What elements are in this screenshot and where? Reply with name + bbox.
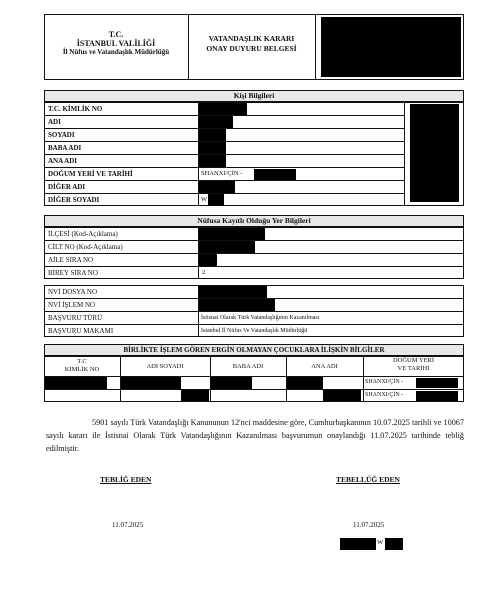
- teblig-eden-title: TEBLİĞ EDEN: [100, 475, 152, 484]
- child-row-baba-redaction: [210, 377, 252, 389]
- birey-sira-value: 2: [202, 269, 206, 276]
- label-nvi-islem: NVİ İŞLEM NO: [48, 301, 96, 309]
- document-title: [188, 34, 315, 54]
- children-section-title: BİRLİKTE İŞLEM GÖREN ERGİN OLMAYAN ÇOCUKLARA İLİŞKİN BİLGİLER: [44, 344, 464, 356]
- redacted-tc: [199, 103, 247, 115]
- child-row-name2-redaction: [181, 390, 209, 401]
- label-soyadi: SOYADI: [48, 131, 75, 139]
- registry-section-title: Nüfusa Kayıtlı Olduğu Yer Bilgileri: [44, 215, 464, 227]
- redacted-cilt: [199, 241, 255, 253]
- col-ana-adi: ANA ADI: [311, 363, 338, 370]
- col-dogum: DOĞUM YERİ VE TARİHİ: [392, 357, 435, 372]
- child-row-tc-redaction: [45, 377, 107, 389]
- redacted-soyadi: [199, 129, 226, 141]
- org-line-1: T.C.: [108, 30, 124, 39]
- redacted-adi: [199, 116, 233, 128]
- redacted-aile: [199, 254, 217, 266]
- org-line-3: İl Nüfus ve Vatandaşlık Müdürlüğü: [62, 48, 170, 56]
- redacted-birthdate: [254, 169, 296, 180]
- redacted-diger-soyadi: [208, 194, 224, 206]
- label-tc-kimlik: T.C. KİMLİK NO: [48, 105, 103, 113]
- redacted-diger-adi: [199, 181, 235, 193]
- label-diger-soyadi: DİĞER SOYADI: [48, 196, 100, 204]
- label-diger-adi: DİĞER ADI: [48, 183, 86, 191]
- label-dogum-yeri: DOĞUM YERİ VE TARİHİ: [48, 170, 133, 178]
- child-row-ana-redaction: [287, 377, 323, 389]
- redacted-baba: [199, 142, 226, 154]
- signer-name-redaction: [340, 538, 376, 550]
- right-date: 11.07.2025: [353, 521, 385, 529]
- body-statement: 5901 sayılı Türk Vatandaşlığı Kanununun 12'nci maddesine göre, Cumhurbaşkanının 10.07.2025 tarihli ve 10067 sayılı kararı ile İstisnai Olarak Türk Vatandaşlığının Kazanılması başvurumun onaylandığı 11.07.2025 tarihinde tebliğ edilmiştir.: [46, 418, 464, 453]
- label-cilt-no: CİLT NO (Kod-Açıklama): [48, 243, 123, 251]
- label-basvuru-makami: BAŞVURU MAKAMI: [48, 327, 114, 335]
- basvuru-makami-value: İstanbul İl Nüfus Ve Vatandaşlık Müdürlüğü: [201, 328, 308, 334]
- label-nvi-dosya: NVİ DOSYA NO: [48, 288, 98, 296]
- redacted-ilcesi: [199, 228, 265, 240]
- doc-title-line-2: ONAY DUYURU BELGESİ: [206, 44, 297, 53]
- label-basvuru-turu: BAŞVURU TÜRÜ: [48, 314, 103, 322]
- redacted-ana: [199, 155, 226, 167]
- label-birey-sira: BİREY SIRA NO: [48, 269, 98, 277]
- org-line-2: İSTANBUL VALİLİĞİ: [76, 39, 156, 48]
- issuing-authority: [44, 30, 188, 57]
- label-ilcesi: İLÇESİ (Kod-Açıklama): [48, 230, 118, 238]
- col-baba-adi: BABA ADI: [232, 363, 264, 370]
- child-row2-birth: SHANXI/ÇİN -: [365, 392, 404, 398]
- col-adi-soyadi: ADI SOYADI: [146, 363, 184, 370]
- basvuru-turu-value: İstisnai Olarak Türk Vatandaşlığının Kazanılması: [201, 315, 320, 321]
- left-date: 11.07.2025: [112, 521, 144, 529]
- label-adi: ADI: [48, 118, 61, 126]
- barcode-redaction: [321, 17, 461, 77]
- signer-name-redaction-2: [385, 538, 403, 550]
- label-aile-sira: AİLE SIRA NO: [48, 256, 94, 264]
- doc-title-line-1: VATANDAŞLIK KARARI: [208, 34, 295, 43]
- child-row1-birth-redaction: [416, 378, 458, 388]
- personal-section-title: Kişi Bilgileri: [44, 90, 464, 102]
- child-row-name-redaction: [121, 377, 181, 389]
- label-baba-adi: BABA ADI: [48, 144, 82, 152]
- signer-name-suffix: W: [377, 539, 384, 546]
- birthplace-value: SHANXI/ÇİN -: [201, 170, 243, 177]
- photo-redaction: [410, 104, 459, 202]
- col-tc-kimlik: T.C KİMLİK NO: [64, 358, 100, 373]
- label-ana-adi: ANA ADI: [48, 157, 77, 165]
- tebelluğ-eden-title: TEBELLÜĞ EDEN: [336, 475, 400, 484]
- redacted-nvi-dosya: [199, 286, 267, 298]
- other-surname-prefix: W: [201, 196, 208, 203]
- redacted-nvi-islem: [199, 299, 275, 311]
- child-row-ana2-redaction: [323, 390, 361, 401]
- child-row1-birth: SHANXI/ÇİN -: [365, 379, 404, 385]
- child-row2-birth-redaction: [416, 391, 458, 401]
